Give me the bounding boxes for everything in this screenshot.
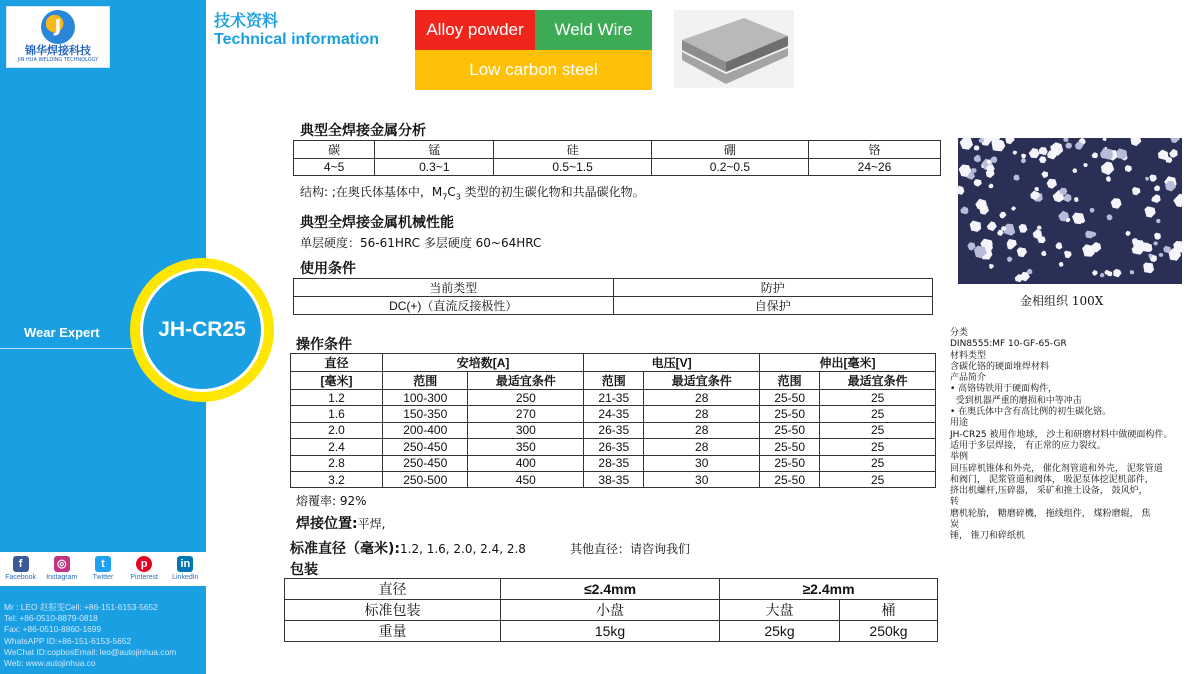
table-cell: 250-500	[383, 471, 468, 487]
table-cell: 25-50	[760, 422, 820, 438]
carbide-grain	[1173, 194, 1182, 208]
carbide-grain	[1101, 162, 1114, 176]
carbide-grain	[1149, 175, 1157, 182]
table-cell: 25	[820, 422, 936, 438]
table-cell: 0.2~0.5	[651, 159, 808, 176]
carbide-grain	[1092, 270, 1098, 276]
company-logo[interactable]	[6, 6, 110, 68]
carbide-grain	[1154, 241, 1158, 245]
table-cell: 大盘	[720, 600, 840, 621]
table-cell: 25	[820, 390, 936, 406]
carbide-grain	[1037, 225, 1042, 230]
facebook-icon: f	[13, 556, 29, 572]
carbide-grain	[988, 184, 993, 189]
table-cell: 28	[644, 390, 760, 406]
table-row	[294, 297, 933, 315]
table-cell: 28-35	[584, 455, 644, 471]
table-cell: 25	[820, 406, 936, 422]
welding-position	[296, 513, 385, 533]
table-row	[291, 422, 936, 438]
carbide-grain	[1029, 148, 1040, 158]
classification-line: 炭	[950, 520, 960, 531]
table-cell: 24~26	[809, 159, 941, 176]
carbide-grain	[1170, 138, 1178, 143]
carbide-grain	[1154, 185, 1160, 191]
carbide-grain	[960, 138, 974, 150]
table-header: 硅	[494, 141, 651, 159]
table-cell: 小盘	[501, 600, 720, 621]
carbide-grain	[1083, 163, 1088, 167]
twitter-label: Twitter	[92, 574, 114, 581]
table-header: 锰	[375, 141, 494, 159]
table-cell: 2.8	[291, 455, 383, 471]
table-cell: 400	[468, 455, 584, 471]
table-cell: 25	[820, 439, 936, 455]
table-cell: 270	[468, 406, 584, 422]
low-carbon-steel-tag: Low carbon steel	[415, 50, 652, 90]
classification-line: 含碳化铬的硬面堆焊材料	[950, 361, 1050, 372]
table-header: 范围	[584, 372, 644, 390]
table-row	[285, 600, 938, 621]
micrograph-caption: 金相组织 100X	[1020, 294, 1104, 308]
carbide-grain	[1092, 152, 1098, 158]
contact-line: WeChat ID:copbosEmail: leo@autojinhua.com	[4, 646, 177, 657]
other-diameter: 其他直径：请咨询我们	[570, 542, 691, 556]
table-row	[291, 390, 936, 406]
table-header: 防护	[613, 279, 933, 297]
table-cell: 25-50	[760, 471, 820, 487]
carbide-grain	[960, 206, 968, 214]
classification-line: • 在奥氏体中含有高比例的初生碳化铬。	[950, 407, 1112, 418]
carbide-grain	[1019, 224, 1028, 233]
carbide-grain	[1156, 219, 1161, 224]
structure-text	[300, 183, 645, 201]
carbide-grain	[1145, 177, 1149, 181]
table-cell: 1.2	[291, 390, 383, 406]
table-cell: 150-350	[383, 406, 468, 422]
classification-line: 受到机器严重的磨损和中等冲击	[950, 395, 1082, 406]
twitter-icon: t	[95, 556, 111, 572]
structure-text-carbon: C	[447, 185, 456, 199]
micrograph-image	[958, 138, 1182, 284]
table-cell: 28	[644, 422, 760, 438]
table-header: 伸出[毫米]	[760, 354, 936, 372]
table-row	[291, 372, 936, 390]
table-row	[285, 621, 938, 642]
classification-line: 磨机轮胎， 糖磨碎機， 拖线组件， 煤粉磨辊， 焦	[950, 508, 1151, 519]
table-cell: 250kg	[840, 621, 938, 642]
table-cell: 25-50	[760, 390, 820, 406]
carbide-grain	[1056, 242, 1063, 249]
carbide-grain	[1125, 165, 1132, 172]
structure-subscript: 7	[442, 192, 448, 202]
carbide-grain	[1063, 138, 1068, 142]
carbide-grain	[1005, 138, 1015, 144]
carbide-grain	[974, 145, 980, 150]
carbide-grain	[989, 264, 994, 269]
carbide-grain	[1021, 154, 1026, 159]
table-row	[291, 455, 936, 471]
structure-subscript: 3	[455, 192, 461, 202]
instagram-label: Instagram	[46, 574, 78, 581]
table-cell: 0.5~1.5	[494, 159, 651, 176]
table-cell: 26-35	[584, 439, 644, 455]
carbide-grain	[1034, 187, 1039, 191]
table-cell: 450	[468, 471, 584, 487]
table-row	[291, 471, 936, 487]
table-row	[294, 279, 933, 297]
contact-line: WhatsAPP ID:+86-151-6153-5652	[4, 635, 132, 646]
table-header: 范围	[383, 372, 468, 390]
table-header: 直径	[291, 354, 383, 372]
standard-diameter-label: 标准直径（毫米):	[290, 541, 400, 557]
carbide-grain	[1047, 150, 1057, 159]
table-cell: 25	[820, 455, 936, 471]
carbide-grain	[1130, 138, 1141, 146]
carbide-grain	[1151, 198, 1155, 202]
table-cell: 自保护	[613, 297, 933, 315]
carbide-grain	[971, 168, 976, 173]
table-cell: 28	[644, 439, 760, 455]
classification-line: 材料类型	[950, 350, 987, 361]
table-cell: 15kg	[501, 621, 720, 642]
page-title-en: Technical information	[214, 31, 380, 48]
carbide-grain	[1113, 269, 1121, 278]
facebook-link[interactable]	[1, 556, 41, 586]
carbide-grain	[1125, 231, 1130, 236]
carbide-grain	[1065, 142, 1072, 148]
table-header: ≥2.4mm	[720, 579, 938, 600]
carbide-grain	[1060, 188, 1068, 195]
contact-line: Mr : LEO 赵振雯Cell: +86-151-6153-5652	[4, 602, 158, 612]
table-cell: 30	[644, 455, 760, 471]
table-row	[294, 141, 941, 159]
carbide-grain	[1090, 208, 1095, 213]
carbide-grain	[1039, 156, 1047, 163]
operation-title: 操作条件	[296, 337, 352, 353]
table-cell: 3.2	[291, 471, 383, 487]
operation-table	[290, 353, 936, 488]
welding-position-label: 焊接位置:	[296, 516, 358, 532]
carbide-grain	[1059, 262, 1064, 267]
facebook-label: Facebook	[5, 574, 36, 581]
table-row	[285, 579, 938, 600]
usage-title: 使用条件	[300, 261, 356, 277]
table-cell: 25-50	[760, 455, 820, 471]
table-header: ≤2.4mm	[501, 579, 720, 600]
carbide-grain	[997, 230, 1004, 236]
table-cell: 250-450	[383, 455, 468, 471]
classification-line: 产品简介	[950, 373, 987, 384]
usage-table	[293, 278, 933, 315]
table-cell: 21-35	[584, 390, 644, 406]
pinterest-link[interactable]	[124, 556, 164, 586]
table-header: 安培数[A]	[383, 354, 584, 372]
table-cell: 25-50	[760, 406, 820, 422]
carbide-grain	[1041, 171, 1048, 178]
carbide-grain	[1013, 151, 1017, 155]
deposition-rate: 熔覆率: 92%	[296, 494, 367, 508]
carbide-grain	[970, 221, 981, 232]
carbide-grain	[1107, 215, 1113, 221]
carbide-grain	[1047, 179, 1057, 189]
table-row	[291, 354, 936, 372]
table-header: 碳	[294, 141, 375, 159]
table-header: 最适宜条件	[820, 372, 936, 390]
welding-position-value: 平焊,	[357, 517, 386, 531]
carbide-grain	[1013, 175, 1019, 181]
packaging-table	[284, 578, 938, 642]
carbide-grain	[999, 212, 1006, 219]
carbide-grain	[1159, 253, 1164, 257]
carbide-grain	[1100, 273, 1105, 278]
carbide-grain	[1100, 148, 1113, 160]
classification-line: 回压碎机锥体和外壳， 催化剂管道和外壳， 泥浆管道	[950, 463, 1163, 474]
table-cell: 24-35	[584, 406, 644, 422]
carbide-grain	[987, 221, 997, 231]
carbide-grain	[1017, 247, 1027, 257]
carbide-grain	[958, 186, 964, 195]
table-cell: 25kg	[720, 621, 840, 642]
table-header: [毫米]	[291, 372, 383, 390]
social-links	[0, 552, 206, 586]
carbide-grain	[1075, 142, 1084, 150]
logo-text: 锦华焊接科技	[25, 44, 91, 57]
pinterest-icon: p	[136, 556, 152, 572]
weld-wire-tag: Weld Wire	[535, 10, 652, 50]
table-header: 硼	[651, 141, 808, 159]
table-cell: 2.0	[291, 422, 383, 438]
table-row	[294, 159, 941, 176]
mechanical-title: 典型全焊接金属机械性能	[300, 215, 454, 231]
table-header: 直径	[285, 579, 501, 600]
hardness-text: 单层硬度：56-61HRC 多层硬度 60~64HRC	[300, 236, 542, 250]
wear-expert-label: Wear Expert	[24, 325, 100, 340]
carbide-grain	[979, 205, 989, 215]
product-badge	[140, 268, 264, 392]
logo-subtitle: JIN HUA WELDING TECHNOLOGY	[17, 57, 99, 63]
classification-line: JH-CR25 被用作地球， 沙土和研磨材料中做硬面构件。	[950, 429, 1173, 440]
table-cell: 28	[644, 406, 760, 422]
classification-line: DIN8555:MF 10-GF-65-GR	[950, 339, 1067, 350]
contact-info	[4, 602, 176, 669]
carbide-grain	[1106, 176, 1111, 181]
carbide-grain	[1132, 187, 1140, 196]
carbide-grain	[1074, 197, 1079, 202]
classification-line: 挤出机螺杆,压碎器， 采矿和推土设备， 鼓风炉，	[950, 486, 1148, 497]
carbide-grain	[1143, 263, 1154, 274]
table-cell: 桶	[840, 600, 938, 621]
linkedin-link[interactable]	[165, 556, 205, 586]
composition-title: 典型全焊接金属分析	[300, 123, 426, 139]
structure-text-end: 类型的初生碳化物和共晶碳化物。	[460, 185, 645, 199]
composition-table	[293, 140, 941, 176]
standard-diameter	[290, 538, 526, 558]
contact-line: Web: www.autojinhua.co	[4, 658, 96, 669]
carbide-grain	[1039, 147, 1048, 155]
table-cell: 1.6	[291, 406, 383, 422]
classification-line: 用途	[950, 418, 969, 429]
contact-line: Fax: +86-0510-8860-1699	[4, 624, 102, 635]
carbide-grain	[1021, 158, 1026, 163]
table-header: 最适宜条件	[468, 372, 584, 390]
carbide-grain	[990, 156, 997, 163]
table-cell: DC(+)（直流反接极性）	[294, 297, 614, 315]
carbide-grain	[1072, 168, 1077, 173]
table-cell: 250	[468, 390, 584, 406]
logo-emblem-icon: J	[41, 10, 75, 44]
table-header: 电压[V]	[584, 354, 760, 372]
table-cell: 4~5	[294, 159, 375, 176]
carbide-grain	[974, 179, 982, 187]
table-cell: 350	[468, 439, 584, 455]
carbide-grain	[1011, 206, 1016, 211]
classification-line: 适用于多层焊接， 有正常的应力裂纹。	[950, 440, 1106, 451]
table-cell: 200-400	[383, 422, 468, 438]
pinterest-label: Pinterest	[130, 574, 158, 581]
structure-text-start: 结构: ;在奥氏体基体中，M	[300, 185, 443, 199]
contact-line: Tel: +86-0510-8879-0818	[4, 613, 98, 624]
carbide-grain	[1064, 251, 1072, 259]
table-cell: 250-450	[383, 439, 468, 455]
product-name: JH-CR25	[158, 318, 246, 341]
table-cell: 38-35	[584, 471, 644, 487]
table-cell: 标准包装	[285, 600, 501, 621]
classification-line: 分类	[950, 328, 969, 338]
carbide-grain	[1169, 149, 1177, 158]
linkedin-icon: in	[177, 556, 193, 572]
classification-line: 举例	[950, 452, 969, 463]
classification-line: 锤， 锥刀和碎纸机	[950, 531, 1025, 542]
table-cell: 重量	[285, 621, 501, 642]
carbide-grain	[1007, 256, 1013, 261]
table-header: 当前类型	[294, 279, 614, 297]
table-row	[291, 406, 936, 422]
classification-notes	[950, 328, 1194, 543]
carbide-grain	[1154, 233, 1161, 240]
table-cell: 25	[820, 471, 936, 487]
carbide-grain	[1116, 148, 1127, 159]
table-cell: 0.3~1	[375, 159, 494, 176]
page-title-cn: 技术资料	[214, 11, 279, 30]
carbide-grain	[974, 155, 981, 163]
steel-plate-image	[674, 10, 794, 88]
table-cell: 100-300	[383, 390, 468, 406]
classification-line: 和阀门， 泥浆管道和阀体， 吸泥泵体挖泥机部件，	[950, 474, 1154, 485]
carbide-grain	[1091, 242, 1101, 253]
table-cell: 300	[468, 422, 584, 438]
instagram-icon: ◎	[54, 556, 70, 572]
twitter-link[interactable]	[83, 556, 123, 586]
carbide-grain	[1130, 270, 1135, 275]
classification-line: 转	[950, 497, 960, 508]
table-cell: 2.4	[291, 439, 383, 455]
linkedin-label: LinkedIn	[172, 574, 199, 581]
packaging-title: 包装	[290, 562, 318, 578]
table-cell: 30	[644, 471, 760, 487]
carbide-grain	[1144, 206, 1155, 217]
carbide-grain	[1041, 251, 1046, 257]
table-cell: 25-50	[760, 439, 820, 455]
alloy-powder-tag: Alloy powder	[415, 10, 535, 50]
table-header: 铬	[809, 141, 941, 159]
carbide-grain	[1103, 138, 1107, 141]
table-row	[291, 439, 936, 455]
table-header: 最适宜条件	[644, 372, 760, 390]
standard-diameter-values: 1.2, 1.6, 2.0, 2.4, 2.8	[400, 542, 526, 556]
table-cell: 26-35	[584, 422, 644, 438]
classification-line: • 高铬铸铁用于硬面构件，	[950, 384, 1058, 395]
instagram-link[interactable]	[42, 556, 82, 586]
table-header: 范围	[760, 372, 820, 390]
